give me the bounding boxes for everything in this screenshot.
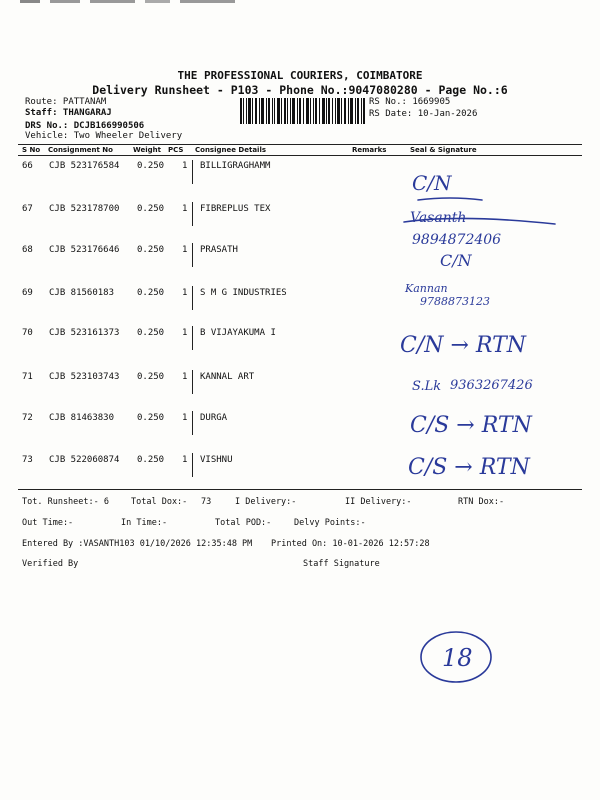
row-weight: 0.250	[137, 288, 165, 298]
verified-by: Verified By	[22, 559, 79, 569]
row-sno: 70	[22, 328, 33, 338]
rs-number: RS No.: 1669905	[369, 97, 451, 107]
row-consignment: CJB 523176584	[49, 161, 120, 171]
handwritten-phone: 9363267426	[450, 378, 533, 393]
col-header-pcs: PCS	[168, 146, 184, 154]
drs-number: DRS No.: DCJB166990506	[25, 121, 145, 131]
total-pod: Total POD:-	[215, 518, 272, 528]
row-consignee: FIBREPLUS TEX	[200, 204, 271, 214]
handwritten-note: C/S → RTN	[408, 455, 530, 480]
row-consignee: PRASATH	[200, 245, 238, 255]
company-title: THE PROFESSIONAL COURIERS, COIMBATORE	[177, 69, 423, 82]
vehicle-label: Vehicle: Two Wheeler Delivery	[25, 131, 183, 141]
row-weight: 0.250	[137, 455, 165, 465]
row-sno: 72	[22, 413, 33, 423]
col-header-seal: Seal & Signature	[410, 146, 477, 154]
total-dox-label: Total Dox:-	[131, 497, 188, 507]
row-pcs: 1	[182, 413, 188, 423]
row-pcs: 1	[182, 245, 188, 255]
row-weight: 0.250	[137, 204, 165, 214]
total-runsheet: Tot. Runsheet:- 6	[22, 497, 109, 507]
row-consignment: CJB 81463830	[49, 413, 115, 423]
page-count-stamp	[418, 629, 494, 685]
row-sno: 67	[22, 204, 33, 214]
row-weight: 0.250	[137, 245, 165, 255]
col-header-remarks: Remarks	[352, 146, 387, 154]
printed-on: Printed On: 10-01-2026 12:57:28	[271, 539, 430, 549]
row-weight: 0.250	[137, 413, 165, 423]
rs-date: RS Date: 10-Jan-2026	[369, 109, 478, 119]
handwritten-note: C/S → RTN	[410, 413, 532, 438]
pen-stroke	[418, 198, 482, 200]
row-sno: 69	[22, 288, 33, 298]
handwritten-phone: 9894872406	[412, 232, 502, 248]
row-consignee: VISHNU	[200, 455, 233, 465]
row-consignment: CJB 523176646	[49, 245, 120, 255]
delvy-points: Delvy Points:-	[294, 518, 366, 528]
staff-signature: Staff Signature	[303, 559, 380, 569]
page-count-number: 18	[442, 644, 473, 672]
total-dox-value: 73	[201, 497, 212, 507]
row-sno: 68	[22, 245, 33, 255]
row-weight: 0.250	[137, 161, 165, 171]
row-weight: 0.250	[137, 372, 165, 382]
row-consignment: CJB 522060874	[49, 455, 120, 465]
col-header-sno: S No	[22, 146, 41, 154]
row-consignment: CJB 81560183	[49, 288, 115, 298]
row-consignment: CJB 523178700	[49, 204, 120, 214]
row-pcs: 1	[182, 161, 188, 171]
handwritten-note: C/N	[440, 251, 472, 270]
col-header-consignment: Consignment No	[48, 146, 113, 154]
row-sno: 71	[22, 372, 33, 382]
row-sno: 66	[22, 161, 33, 171]
row-consignee: DURGA	[200, 413, 228, 423]
row-consignee: BILLIGRAGHAMM	[200, 161, 271, 171]
rtn-dox: RTN Dox:-	[458, 497, 505, 507]
row-pcs: 1	[182, 204, 188, 214]
handwritten-signature: Vasanth	[410, 210, 467, 226]
handwritten-note: C/N	[412, 171, 452, 195]
i-delivery: I Delivery:-	[235, 497, 297, 507]
row-pcs: 1	[182, 372, 188, 382]
row-consignee: KANNAL ART	[200, 372, 255, 382]
route-label: Route: PATTANAM	[25, 97, 107, 107]
handwritten-note: C/N → RTN	[400, 333, 527, 358]
row-pcs: 1	[182, 288, 188, 298]
ii-delivery: II Delivery:-	[345, 497, 412, 507]
row-pcs: 1	[182, 455, 188, 465]
row-consignee: B VIJAYAKUMA I	[200, 328, 276, 338]
row-pcs: 1	[182, 328, 188, 338]
row-consignment: CJB 523103743	[49, 372, 120, 382]
entered-by: Entered By :VASANTH103 01/10/2026 12:35:48 PM	[22, 539, 253, 549]
staff-label: Staff: THANGARAJ	[25, 108, 112, 118]
row-weight: 0.250	[137, 328, 165, 338]
out-time: Out Time:-	[22, 518, 74, 528]
row-consignee: S M G INDUSTRIES	[200, 288, 287, 298]
col-header-weight: Weight	[133, 146, 161, 154]
handwritten-signature: Kannan	[405, 282, 448, 295]
row-consignment: CJB 523161373	[49, 328, 120, 338]
col-header-consignee: Consignee Details	[195, 146, 267, 154]
handwritten-phone: 9788873123	[420, 295, 490, 308]
runsheet-title: Delivery Runsheet - P103 - Phone No.:9047080280 - Page No.:6	[92, 83, 508, 97]
handwritten-signature: S.Lk	[412, 379, 442, 394]
row-sno: 73	[22, 455, 33, 465]
in-time: In Time:-	[121, 518, 168, 528]
